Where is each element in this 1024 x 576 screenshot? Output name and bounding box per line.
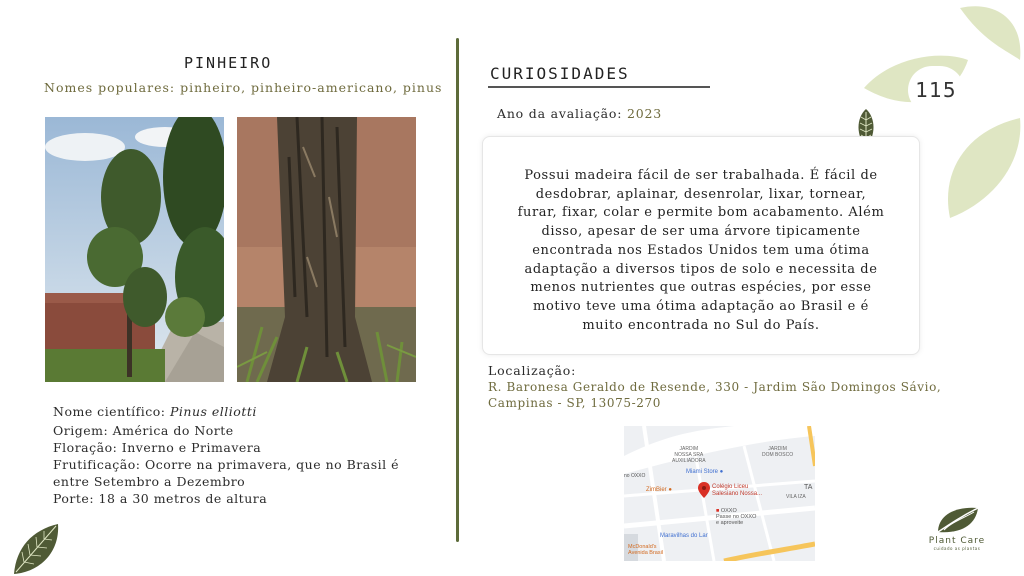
plant-title: PINHEIRO — [184, 54, 273, 72]
map-label-maravilhas: Maravilhas do Lar — [660, 533, 708, 539]
curiosity-line: adaptação a diversos tipos de solo e necessita de — [524, 261, 878, 277]
address-line1: R. Baronesa Geraldo de Resende, 330 - Jardim São Domingos Sávio, — [488, 380, 942, 394]
popular-names: Nomes populares: pinheiro, pinheiro-americano, pinus — [44, 80, 443, 95]
map-label-vila: VILA IZA — [786, 494, 806, 500]
curiosity-line: Possui madeira fácil de ser trabalhada. É fácil de — [524, 168, 878, 183]
curiosity-line: motivo teve uma ótima adaptação ao Brasil e é — [533, 298, 869, 314]
curiosities-card — [482, 136, 920, 355]
vertical-divider — [456, 38, 459, 542]
logo-name: Plant Care — [928, 536, 986, 546]
flowering: Floração: Inverno e Primavera — [53, 440, 262, 455]
page-number: 115 — [915, 78, 957, 102]
plant-care-logo — [922, 502, 992, 551]
map-label-liceu: Colégio Liceu Salesiano Nossa... — [712, 484, 763, 497]
trunk-photo — [237, 117, 416, 382]
scientific-value: Pinus elliotti — [170, 404, 257, 419]
year-value: 2023 — [626, 106, 662, 121]
curiosity-line: encontrada nos Estados Unidos tem uma ótima — [532, 242, 870, 258]
curiosity-line: menos nutrientes que outras espécies, por esse — [530, 280, 872, 296]
address-line2: Campinas - SP, 13075-270 — [488, 396, 661, 410]
logo-leaf-icon — [932, 502, 982, 536]
map-label-jardim-nossa: JARDIM NOSSA SRA AUXILIADORA — [672, 446, 706, 464]
origin: Origem: América do Norte — [53, 423, 234, 438]
fruiting-line2: entre Setembro a Dezembro — [53, 474, 246, 489]
curiosities-title: CURIOSIDADES — [490, 64, 630, 83]
logo-tagline: cuidado as plantas — [933, 546, 981, 551]
scientific-name — [53, 403, 433, 420]
tree-photo — [45, 117, 224, 382]
evaluation-year — [497, 106, 662, 121]
page-number-badge — [908, 66, 964, 114]
address — [488, 379, 941, 411]
plant-facts — [53, 403, 433, 507]
location-map[interactable] — [624, 426, 815, 561]
curiosity-line: furar, fixar, colar e permite bom acabamento. Além — [517, 205, 885, 221]
location-label: Localização: — [488, 363, 577, 378]
fruiting-line1: Frutificação: Ocorre na primavera, que no Brasil é — [53, 457, 400, 472]
curiosities-text — [483, 137, 919, 335]
curiosity-line: desdobrar, aplainar, desenrolar, lixar, tornear, — [535, 186, 867, 202]
location-pin-icon[interactable] — [698, 482, 710, 502]
map-label-miami: Miami Store ● — [686, 469, 724, 475]
map-label-oxxo-small: no OXXO — [624, 473, 646, 479]
size: Porte: 18 a 30 metros de altura — [53, 491, 268, 506]
leaf-icon-bottom-left — [10, 522, 62, 576]
curiosity-line: muito encontrada no Sul do País. — [582, 317, 820, 333]
scientific-label: Nome científico: — [53, 404, 170, 419]
curiosity-line: disso, apesar de ser uma árvore tipicamente — [541, 224, 861, 240]
map-label-jardim-dom: JARDIM DOM BOSCO — [762, 446, 794, 458]
map-label-ta: TA — [804, 484, 813, 491]
map-label-oxxo: ■ OXXO Passe no OXXO e aproveite — [716, 508, 757, 526]
year-label: Ano da avaliação: — [497, 106, 627, 121]
map-label-mcdonalds: McDonald's Avenida Brasil — [628, 544, 664, 556]
curiosities-underline — [488, 86, 710, 88]
map-label-zimbier: ZimBier ● — [646, 487, 672, 493]
